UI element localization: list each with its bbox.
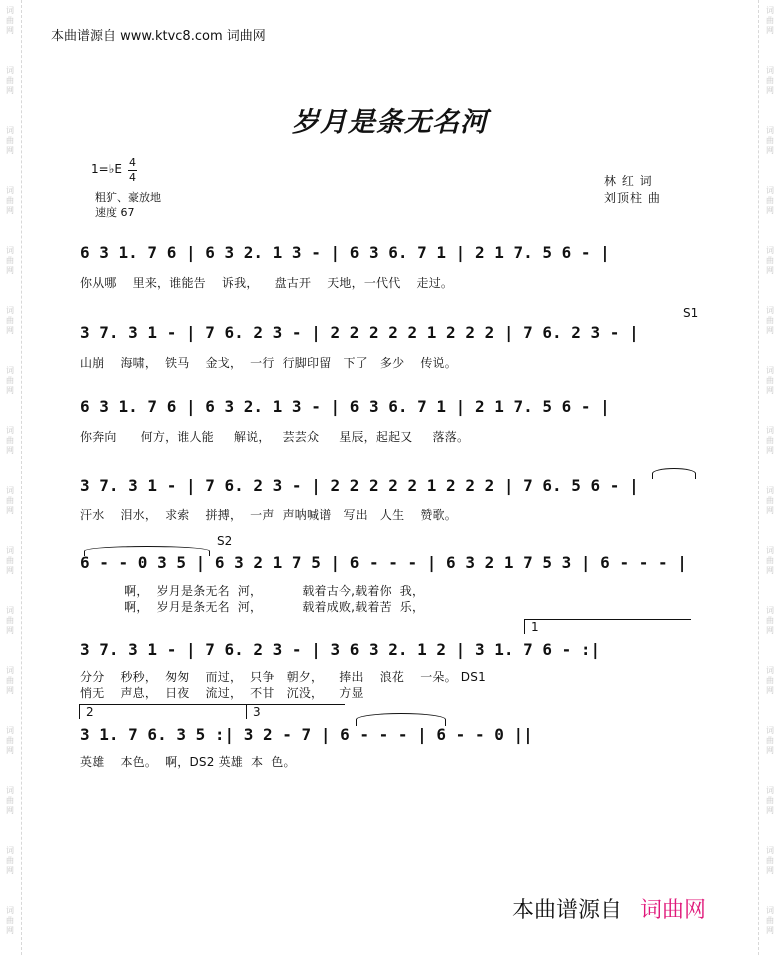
source-footer-label: 本曲谱源自 xyxy=(512,898,623,923)
lyrics-line: 你从哪 里来，谁能告 诉我， 盘古开 天地，一代代 走过。 xyxy=(80,276,454,290)
source-footer-site: 词曲网 xyxy=(640,898,707,923)
lyrics-line: 啊， 岁月是条无名 河， 载着成败,载着苦 乐， xyxy=(80,600,425,614)
tie-arc xyxy=(356,713,446,726)
watermark-text: 词 曲 网 xyxy=(6,546,14,575)
time-signature-bottom: 4 xyxy=(129,171,136,184)
watermark-text: 词 曲 网 xyxy=(6,186,14,215)
volta-bracket-2: 2 xyxy=(79,704,246,719)
score-row-7 xyxy=(80,725,700,751)
watermark-text: 词 曲 网 xyxy=(766,666,774,695)
notation-line: 3 7. 3 1 - | 7 6. 2 3 - | 2 2 2 2 2 1 2 2 2 | 7 6. 2 3 - | xyxy=(80,323,639,342)
watermark-text: 词 曲 网 xyxy=(6,426,14,455)
lyrics-line: 你奔向 何方，谁人能 解说， 芸芸众 星辰，起起又 落落。 xyxy=(80,430,470,444)
notation-line: 6 3 1. 7 6 | 6 3 2. 1 3 - | 6 3 6. 7 1 | 2 1 7. 5 6 - | xyxy=(80,397,610,416)
watermark-text: 词 曲 网 xyxy=(766,366,774,395)
lyricist-credit: 林 红 词 xyxy=(604,174,653,188)
watermark-text: 词 曲 网 xyxy=(6,126,14,155)
notation-line: 6 - - 0 3 5 | 6 3 2 1 7 5 | 6 - - - | 6 3 2 1 7 5 3 | 6 - - - | xyxy=(80,553,687,572)
watermark-text: 词 曲 网 xyxy=(6,246,14,275)
notation-line: 6 3 1. 7 6 | 6 3 2. 1 3 - | 6 3 6. 7 1 | 2 1 7. 5 6 - | xyxy=(80,243,610,262)
source-footer xyxy=(512,893,706,924)
lyrics-line: 悄无 声息， 日夜 流过， 不甘 沉没， 方显 xyxy=(80,686,364,700)
time-signature xyxy=(128,157,137,184)
volta-bracket-1: 1 xyxy=(524,619,691,634)
score-row-5 xyxy=(80,553,700,579)
lyrics-line: 英雄 本色。 啊，DS2 英雄 本 色。 xyxy=(80,755,296,769)
watermark-text: 词 曲 网 xyxy=(6,66,14,95)
key-signature: 1=♭E xyxy=(91,162,122,176)
watermark-text: 词 曲 网 xyxy=(6,606,14,635)
score-row-4 xyxy=(80,476,700,502)
volta-bracket-3: 3 xyxy=(246,704,345,719)
watermark-text: 词 曲 网 xyxy=(766,306,774,335)
score-row-3 xyxy=(80,397,700,423)
notation-line: 3 7. 3 1 - | 7 6. 2 3 - | 3 6 3 2. 1 2 | 3 1. 7 6 - :| xyxy=(80,640,601,659)
watermark-text: 词 曲 网 xyxy=(6,306,14,335)
watermark-text: 词 曲 网 xyxy=(6,786,14,815)
segno-s2: S2 xyxy=(217,534,233,548)
watermark-text: 词 曲 网 xyxy=(766,246,774,275)
lyrics-line: 山崩 海啸， 铁马 金戈， 一行 行脚印留 下了 多少 传说。 xyxy=(80,356,457,370)
watermark-text: 词 曲 网 xyxy=(6,726,14,755)
watermark-column-left xyxy=(3,0,17,955)
time-signature-top: 4 xyxy=(129,156,136,169)
watermark-text: 词 曲 网 xyxy=(6,666,14,695)
watermark-text: 词 曲 网 xyxy=(766,726,774,755)
score-row-6 xyxy=(80,640,700,666)
watermark-text: 词 曲 网 xyxy=(766,126,774,155)
segno-s1: S1 xyxy=(683,306,699,320)
watermark-text: 词 曲 网 xyxy=(766,486,774,515)
watermark-text: 词 曲 网 xyxy=(766,786,774,815)
lyrics-line: 汗水 泪水， 求索 拼搏， 一声 声呐喊谱 写出 人生 赞歌。 xyxy=(80,508,457,522)
tie-arc xyxy=(652,468,696,479)
watermark-text: 词 曲 网 xyxy=(766,66,774,95)
composer-credit: 刘顶柱 曲 xyxy=(604,191,661,205)
score-row-2 xyxy=(80,323,700,349)
watermark-column-right xyxy=(763,0,777,955)
notation-line: 3 1. 7 6. 3 5 :| 3 2 - 7 | 6 - - - | 6 - - 0 || xyxy=(80,725,533,744)
song-title: 岁月是条无名河 xyxy=(292,107,488,138)
tie-arc xyxy=(84,546,210,556)
watermark-text: 词 曲 网 xyxy=(766,186,774,215)
watermark-text: 词 曲 网 xyxy=(766,6,774,35)
lyrics-line: 分分 秒秒， 匆匆 而过， 只争 朝夕， 捧出 浪花 一朵。 DS1 xyxy=(80,670,486,684)
watermark-text: 词 曲 网 xyxy=(766,906,774,935)
lyrics-line: 啊， 岁月是条无名 河， 载着古今,载着你 我， xyxy=(80,584,425,598)
watermark-text: 词 曲 网 xyxy=(6,906,14,935)
watermark-text: 词 曲 网 xyxy=(6,846,14,875)
watermark-text: 词 曲 网 xyxy=(766,546,774,575)
tempo-mark: 速度 67 xyxy=(95,206,135,219)
score-row-1 xyxy=(80,243,700,269)
watermark-text: 词 曲 网 xyxy=(6,486,14,515)
watermark-text: 词 曲 网 xyxy=(6,6,14,35)
expression-mark: 粗犷、豪放地 xyxy=(95,191,161,204)
notation-line: 3 7. 3 1 - | 7 6. 2 3 - | 2 2 2 2 2 1 2 2 2 | 7 6. 5 6 - | xyxy=(80,476,639,495)
watermark-text: 词 曲 网 xyxy=(6,366,14,395)
source-header: 本曲谱源自 www.ktvc8.com 词曲网 xyxy=(51,29,266,44)
watermark-text: 词 曲 网 xyxy=(766,606,774,635)
watermark-text: 词 曲 网 xyxy=(766,426,774,455)
watermark-text: 词 曲 网 xyxy=(766,846,774,875)
